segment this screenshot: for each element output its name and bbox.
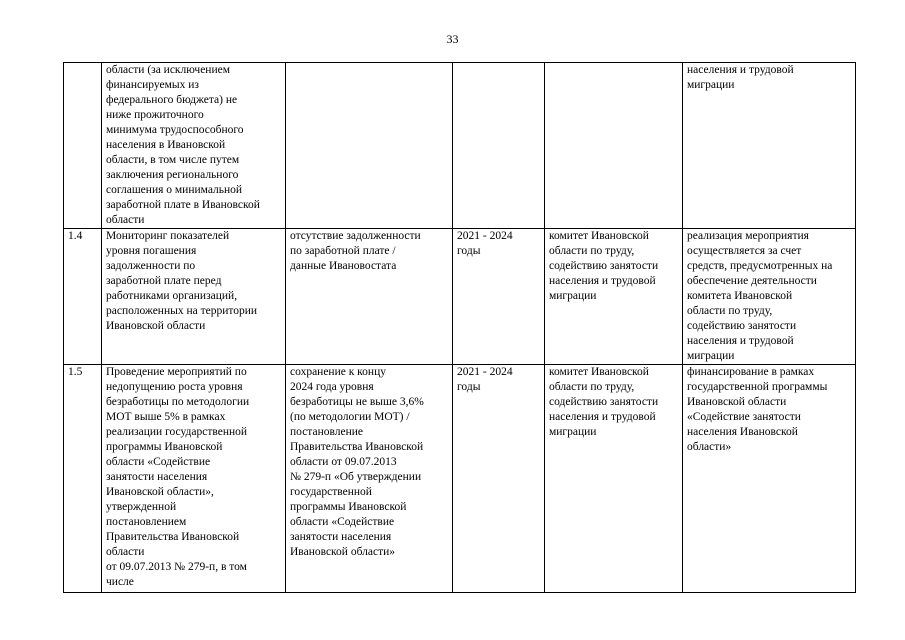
funding-cell: населения и трудовой миграции xyxy=(683,63,856,229)
row-number-cell xyxy=(64,63,102,229)
measure-cell: Мониторинг показателей уровня погашения задолженности по заработной плате перед работниками организаций, расположенных на территории Ивановской области xyxy=(102,229,286,365)
indicator-cell: отсутствие задолженности по заработной плате / данные Ивановостата xyxy=(286,229,453,365)
executor-cell xyxy=(545,63,683,229)
measures-table xyxy=(63,62,856,593)
table-row xyxy=(64,365,856,593)
table-row xyxy=(64,229,856,365)
executor-cell: комитет Ивановской области по труду, содействию занятости населения и трудовой миграции xyxy=(545,365,683,593)
measure-cell: Проведение мероприятий по недопущению роста уровня безработицы по методологии МОТ выше 5% в рамках реализации государственной программы Ивановской области «Содействие занятости населения Ивановской области», утвержденной постановлением Правительства Ивановской области от 09.07.2013 № 279-п, в том числе xyxy=(102,365,286,593)
page-number: 33 xyxy=(446,32,459,46)
period-cell: 2021 - 2024 годы xyxy=(453,365,545,593)
table-row xyxy=(64,63,856,229)
indicator-cell: сохранение к концу 2024 года уровня безработицы не выше 3,6% (по методологии МОТ) / постановление Правительства Ивановской области от 09.07.2013 № 279-п «Об утверждении государственной программы Ивановской области «Содействие занятости населения Ивановской области» xyxy=(286,365,453,593)
funding-cell: финансирование в рамках государственной программы Ивановской области «Содействие занятости населения Ивановской области» xyxy=(683,365,856,593)
indicator-cell xyxy=(286,63,453,229)
funding-cell: реализация мероприятия осуществляется за счет средств, предусмотренных на обеспечение деятельности комитета Ивановской области по труду, содействию занятости населения и трудовой миграции xyxy=(683,229,856,365)
period-cell: 2021 - 2024 годы xyxy=(453,229,545,365)
measure-cell: области (за исключением финансируемых из федерального бюджета) не ниже прожиточного минимума трудоспособного населения в Ивановской области, в том числе путем заключения регионального соглашения о минимальной заработной плате в Ивановской области xyxy=(102,63,286,229)
period-cell xyxy=(453,63,545,229)
row-number-cell: 1.5 xyxy=(64,365,102,593)
row-number-cell: 1.4 xyxy=(64,229,102,365)
executor-cell: комитет Ивановской области по труду, содействию занятости населения и трудовой миграции xyxy=(545,229,683,365)
